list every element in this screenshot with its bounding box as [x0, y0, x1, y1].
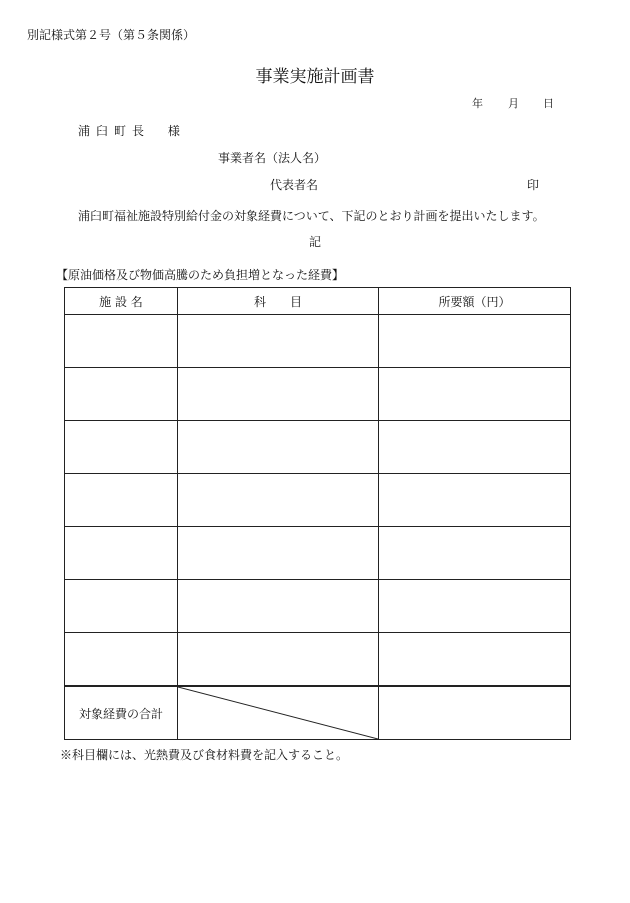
table-header-row [65, 288, 571, 315]
item-cell[interactable] [178, 633, 379, 687]
total-amount-cell[interactable] [379, 686, 571, 740]
addressee-honorific: 様 [167, 124, 186, 138]
facility-name-cell[interactable] [65, 315, 178, 368]
date-year: 年 [472, 97, 483, 110]
item-cell[interactable] [178, 580, 379, 633]
table-row [65, 421, 571, 474]
amount-cell[interactable] [379, 368, 571, 421]
facility-name-cell[interactable] [65, 368, 178, 421]
addressee-name: 浦臼町長 [78, 124, 151, 138]
representative-label: 代表者名 [270, 178, 319, 192]
form-id: 別記様式第２号（第５条関係） [27, 28, 196, 42]
total-row [65, 686, 571, 740]
total-label: 対象経費の合計 [65, 686, 178, 740]
item-cell[interactable] [178, 315, 379, 368]
item-cell[interactable] [178, 527, 379, 580]
business-name-label: 事業者名（法人名） [218, 151, 327, 165]
table-row [65, 368, 571, 421]
amount-cell[interactable] [379, 527, 571, 580]
table-row [65, 633, 571, 687]
page-title: 事業実施計画書 [255, 67, 375, 87]
date-month: 月 [508, 97, 519, 110]
expense-plan-table [64, 287, 571, 740]
facility-name-cell[interactable] [65, 527, 178, 580]
header-facility-name: 施 設 名 [65, 288, 178, 315]
diagonal-blank-cell [178, 686, 379, 740]
table-row [65, 474, 571, 527]
footnote: ※科目欄には、光熱費及び食材料費を記入すること。 [60, 748, 349, 762]
header-required-amount: 所要額（円） [379, 288, 571, 315]
seal-mark: 印 [527, 178, 540, 192]
addressee [78, 122, 186, 139]
item-cell[interactable] [178, 368, 379, 421]
facility-name-cell[interactable] [65, 474, 178, 527]
date-day: 日 [543, 97, 554, 110]
section-heading: 【原油価格及び物価高騰のため負担増となった経費】 [56, 268, 345, 282]
amount-cell[interactable] [379, 315, 571, 368]
amount-cell[interactable] [379, 474, 571, 527]
facility-name-cell[interactable] [65, 580, 178, 633]
body-text: 浦臼町福祉施設特別給付金の対象経費について、下記のとおり計画を提出いたします。 [78, 209, 545, 223]
facility-name-cell[interactable] [65, 633, 178, 687]
header-item: 科 目 [178, 288, 379, 315]
ki-heading: 記 [308, 235, 321, 249]
item-cell[interactable] [178, 474, 379, 527]
table-row [65, 315, 571, 368]
amount-cell[interactable] [379, 421, 571, 474]
amount-cell[interactable] [379, 580, 571, 633]
table-row [65, 527, 571, 580]
amount-cell[interactable] [379, 633, 571, 687]
item-cell[interactable] [178, 421, 379, 474]
facility-name-cell[interactable] [65, 421, 178, 474]
table-row [65, 580, 571, 633]
diagonal-line [178, 687, 378, 739]
